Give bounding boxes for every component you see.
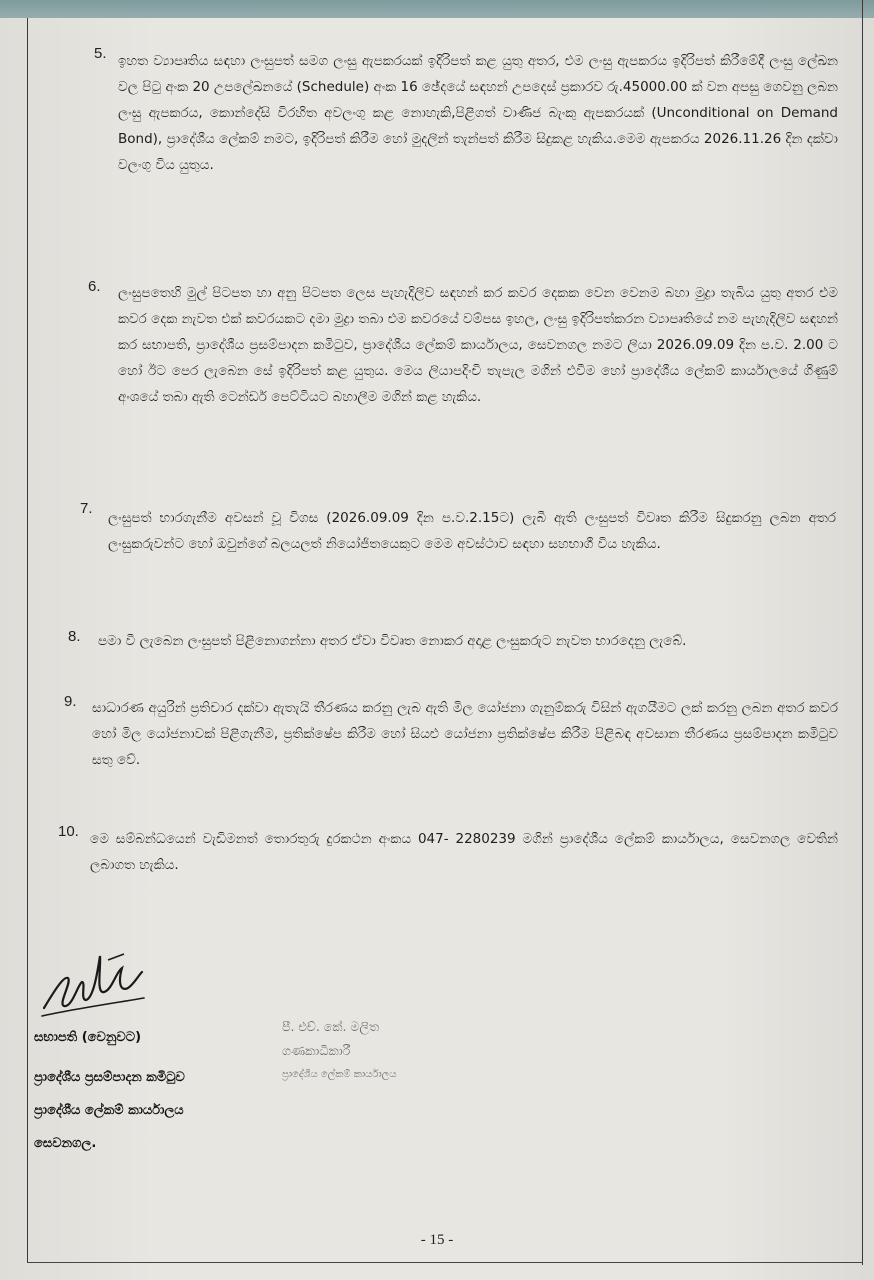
official-stamp xyxy=(282,1015,482,1110)
footer-title-line: ප්‍රාදේශීය ප්‍රසම්පාදන කමිටුව xyxy=(34,1070,185,1085)
clause-text: ලංසුපතෙහි මුල් පිටපත හා අනු පිටපත ලෙස පැහැදිලිව සඳහන් කර කවර දෙකක වෙන වෙනම බහා මුද්‍රා තැබිය යුතු අතර එම කවර දෙක නැවත එක් කවරයකට දමා මුද්‍රා තබා එම කවරයේ වම්පස ඉහල, ලංසු ඉදිරිපත්කරන ව්‍යාපෘතියේ නම පැහැදිලිව සඳහන් කර සභාපති, ප්‍රාදේශීය ප්‍රසම්පාදන කමිටුව, ප්‍රාදේශීය ලේකම් කාර්යාලය, සෙවනගල නමට ලියා 2026.09.09 දින ප.ව. 2.00 ට හෝ ඊට පෙර ලැබෙන සේ ඉදිරිපත් කළ යුතුය. මෙය ලියාපදිංචි තැපැල මගින් එවීම හෝ ප්‍රාදේශීය ලේකම් කාර්යාලයේ ගිණුම් අංශයේ තබා ඇති ටෙන්ඩර් පෙට්ටියට බහාලීම මගින් කළ හැකිය. xyxy=(118,285,838,405)
clause-number: 6. xyxy=(88,278,101,295)
clause-text: සාධාරණ අයුරින් ප්‍රතිචාර දක්වා ඇතැයි තීරණය කරනු ලැබ ඇති මිල යෝජනා ගැනුම්කරු විසින් ඇගයීමට ලක් කරනු ලබන අතර කවර හෝ මිල යෝජනාවක් පිළිගැනීම, ප්‍රතික්ෂේප කිරීම හෝ සියළු යෝජනා ප්‍රතික්ෂේප කිරීම පිළිබඳ අවසාන තීරණය ප්‍රසම්පාදන කමිටුව සතු වේ. xyxy=(92,700,838,768)
clause-number: 9. xyxy=(64,693,77,710)
bottom-rule xyxy=(27,1262,863,1263)
right-margin-rule xyxy=(862,0,863,1265)
clause-number: 8. xyxy=(68,628,81,645)
footer-title-line: සෙවනගල. xyxy=(34,1136,97,1151)
footer-title-line: ප්‍රාදේශීය ලේකම් කාර්යාලය xyxy=(34,1103,184,1118)
stamp-line: ගණකාධිකාරී xyxy=(282,1043,351,1058)
clause-number: 5. xyxy=(94,45,107,62)
stamp-line: පී. එච්. කේ. මලිත xyxy=(282,1019,380,1034)
clause-text: ලංසුපත් භාරගැනීම අවසන් වූ විගස (2026.09.09 දින ප.ව.2.15ට) ලැබී ඇති ලංසුපත් විවෘත කිරීම සිදුකරනු ලබන අතර ලංසුකරුවන්ට හෝ ඔවුන්ගේ බලයලත් නියෝජිතයෙකුට මෙම අවස්ථාව සඳහා සහභාගී විය හැකිය. xyxy=(108,510,836,552)
clause-number: 7. xyxy=(80,500,93,517)
clause-number: 10. xyxy=(58,823,79,840)
stamp-line: ප්‍රාදේශීය ලේකම් කාර්යාලය xyxy=(282,1069,397,1080)
clause-text: පමා වී ලැබෙන ලංසුපත් පිළිනොගන්නා අතර ඒවා විවෘත නොකර අදාළ ලංසුකරුට නැවත භාරදෙනු ලැබේ. xyxy=(98,633,687,649)
footer-title-line: සභාපති (වෙනුවට) xyxy=(34,1030,142,1045)
page-number: - 15 - xyxy=(420,1232,454,1248)
left-margin-rule xyxy=(27,18,28,1263)
handwritten-signature xyxy=(38,938,148,1023)
clause-text: මෙ සම්බන්ධයෙන් වැඩිමනත් තොරතුරු දුරකථන අංකය 047- 2280239 මගින් ප්‍රාදේශීය ලේකම් කාර්යාලය, සෙවනගල වෙතින් ලබාගත හැකිය. xyxy=(90,831,838,873)
clause-text: ඉහත ව්‍යාපෘතිය සඳහා ලංසුපත් සමග ලංසු ඇපකරයක් ඉදිරිපත් කළ යුතු අතර, එම ලංසු ඇපකරය ඉදිරිපත් කිරීමේදී ලංසු ලේඛන වල පිටු අංක 20 උපලේඛනයේ (Schedule) අංක 16 ඡේදයේ සඳහන් උපදෙස් ප්‍රකාරව රු.45000.00 ක් වන අපසු ගෙවනු ලබන ලංසු ඇපකරය, කොන්දේසි විරහිත අවලංගු කළ නොහැකි,පිළිගත් වාණිජ බැංකු ඇපකරයක් (Unconditional on Demand Bond), ප්‍රාදේශීය ලේකම් නමට, ඉදිරිපත් කිරීම හෝ මුදලින් තැන්පත් කිරීම සිදුකළ හැකිය.මෙම ඇපකරය 2026.11.26 දින දක්වා වලංගු විය යුතුය. xyxy=(118,53,838,173)
